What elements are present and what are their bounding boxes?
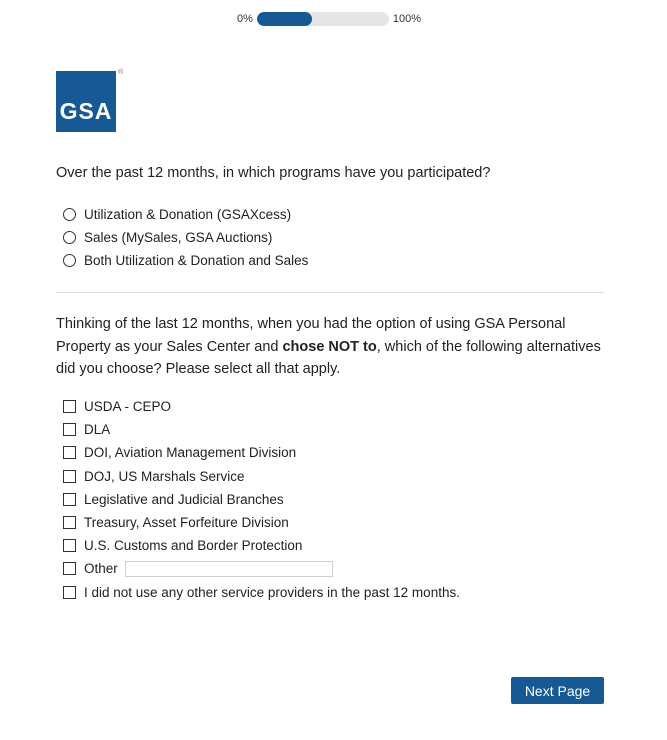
checkbox-option-label: I did not use any other service providers in the past 12 months. <box>84 584 460 600</box>
checkbox-option-doj-marshals[interactable] <box>63 465 460 488</box>
checkbox-option-treasury[interactable] <box>63 511 460 534</box>
next-page-button[interactable]: Next Page <box>511 677 604 704</box>
other-text-input[interactable] <box>125 561 333 577</box>
checkbox[interactable] <box>63 400 76 413</box>
radio-option-both[interactable] <box>63 249 308 272</box>
question-1-text: Over the past 12 months, in which programs have you participated? <box>56 165 491 181</box>
logo-text: GSA <box>59 98 113 124</box>
radio-option-utilization-donation[interactable] <box>63 203 308 226</box>
progress-track <box>257 12 389 26</box>
question-2-text <box>56 313 604 381</box>
checkbox-option-customs-border[interactable] <box>63 534 460 557</box>
radio-option-label: Utilization & Donation (GSAXcess) <box>84 207 292 222</box>
checkbox-option-label: Legislative and Judicial Branches <box>84 491 284 507</box>
registered-mark: ® <box>118 69 124 76</box>
progress-end-label: 100% <box>392 13 422 25</box>
checkbox[interactable] <box>63 446 76 459</box>
checkbox-option-legislative-judicial[interactable] <box>63 488 460 511</box>
section-divider <box>56 292 604 293</box>
checkbox-option-label: DOI, Aviation Management Division <box>84 445 297 461</box>
question-2-text-bold: chose NOT to <box>282 338 377 355</box>
checkbox[interactable] <box>63 516 76 529</box>
checkbox[interactable] <box>63 470 76 483</box>
checkbox-option-label: Treasury, Asset Forfeiture Division <box>84 515 289 531</box>
checkbox-option-label: DOJ, US Marshals Service <box>84 468 245 484</box>
progress-bar <box>237 11 421 27</box>
checkbox-option-label: U.S. Customs and Border Protection <box>84 538 303 554</box>
radio-option-label: Both Utilization & Donation and Sales <box>84 253 309 268</box>
checkbox[interactable] <box>63 493 76 506</box>
checkbox[interactable] <box>63 562 76 575</box>
radio-button[interactable] <box>63 254 76 267</box>
checkbox-option-label: DLA <box>84 422 111 438</box>
radio-button[interactable] <box>63 231 76 244</box>
radio-option-sales[interactable] <box>63 226 308 249</box>
checkbox[interactable] <box>63 539 76 552</box>
question-2-options <box>63 395 460 604</box>
radio-option-label: Sales (MySales, GSA Auctions) <box>84 230 273 245</box>
progress-fill <box>257 12 312 26</box>
progress-start-label: 0% <box>237 13 253 25</box>
checkbox[interactable] <box>63 423 76 436</box>
checkbox-option-usda-cepo[interactable] <box>63 395 460 418</box>
question-2-text-after: , which of the following alternatives did you choose? Please select all that apply. <box>56 338 601 377</box>
checkbox-option-label: USDA - CEPO <box>84 399 172 415</box>
checkbox[interactable] <box>63 586 76 599</box>
checkbox-option-doi-aviation[interactable] <box>63 441 460 464</box>
checkbox-option-dla[interactable] <box>63 418 460 441</box>
question-1-options <box>63 203 308 272</box>
checkbox-option-label: Other <box>84 561 118 577</box>
checkbox-option-other[interactable] <box>63 557 460 580</box>
radio-button[interactable] <box>63 208 76 221</box>
gsa-logo <box>56 71 116 132</box>
question-2-text-before: Thinking of the last 12 months, when you had the option of using GSA Personal Property as your Sales Center and <box>56 316 566 355</box>
checkbox-option-none[interactable] <box>63 581 460 604</box>
